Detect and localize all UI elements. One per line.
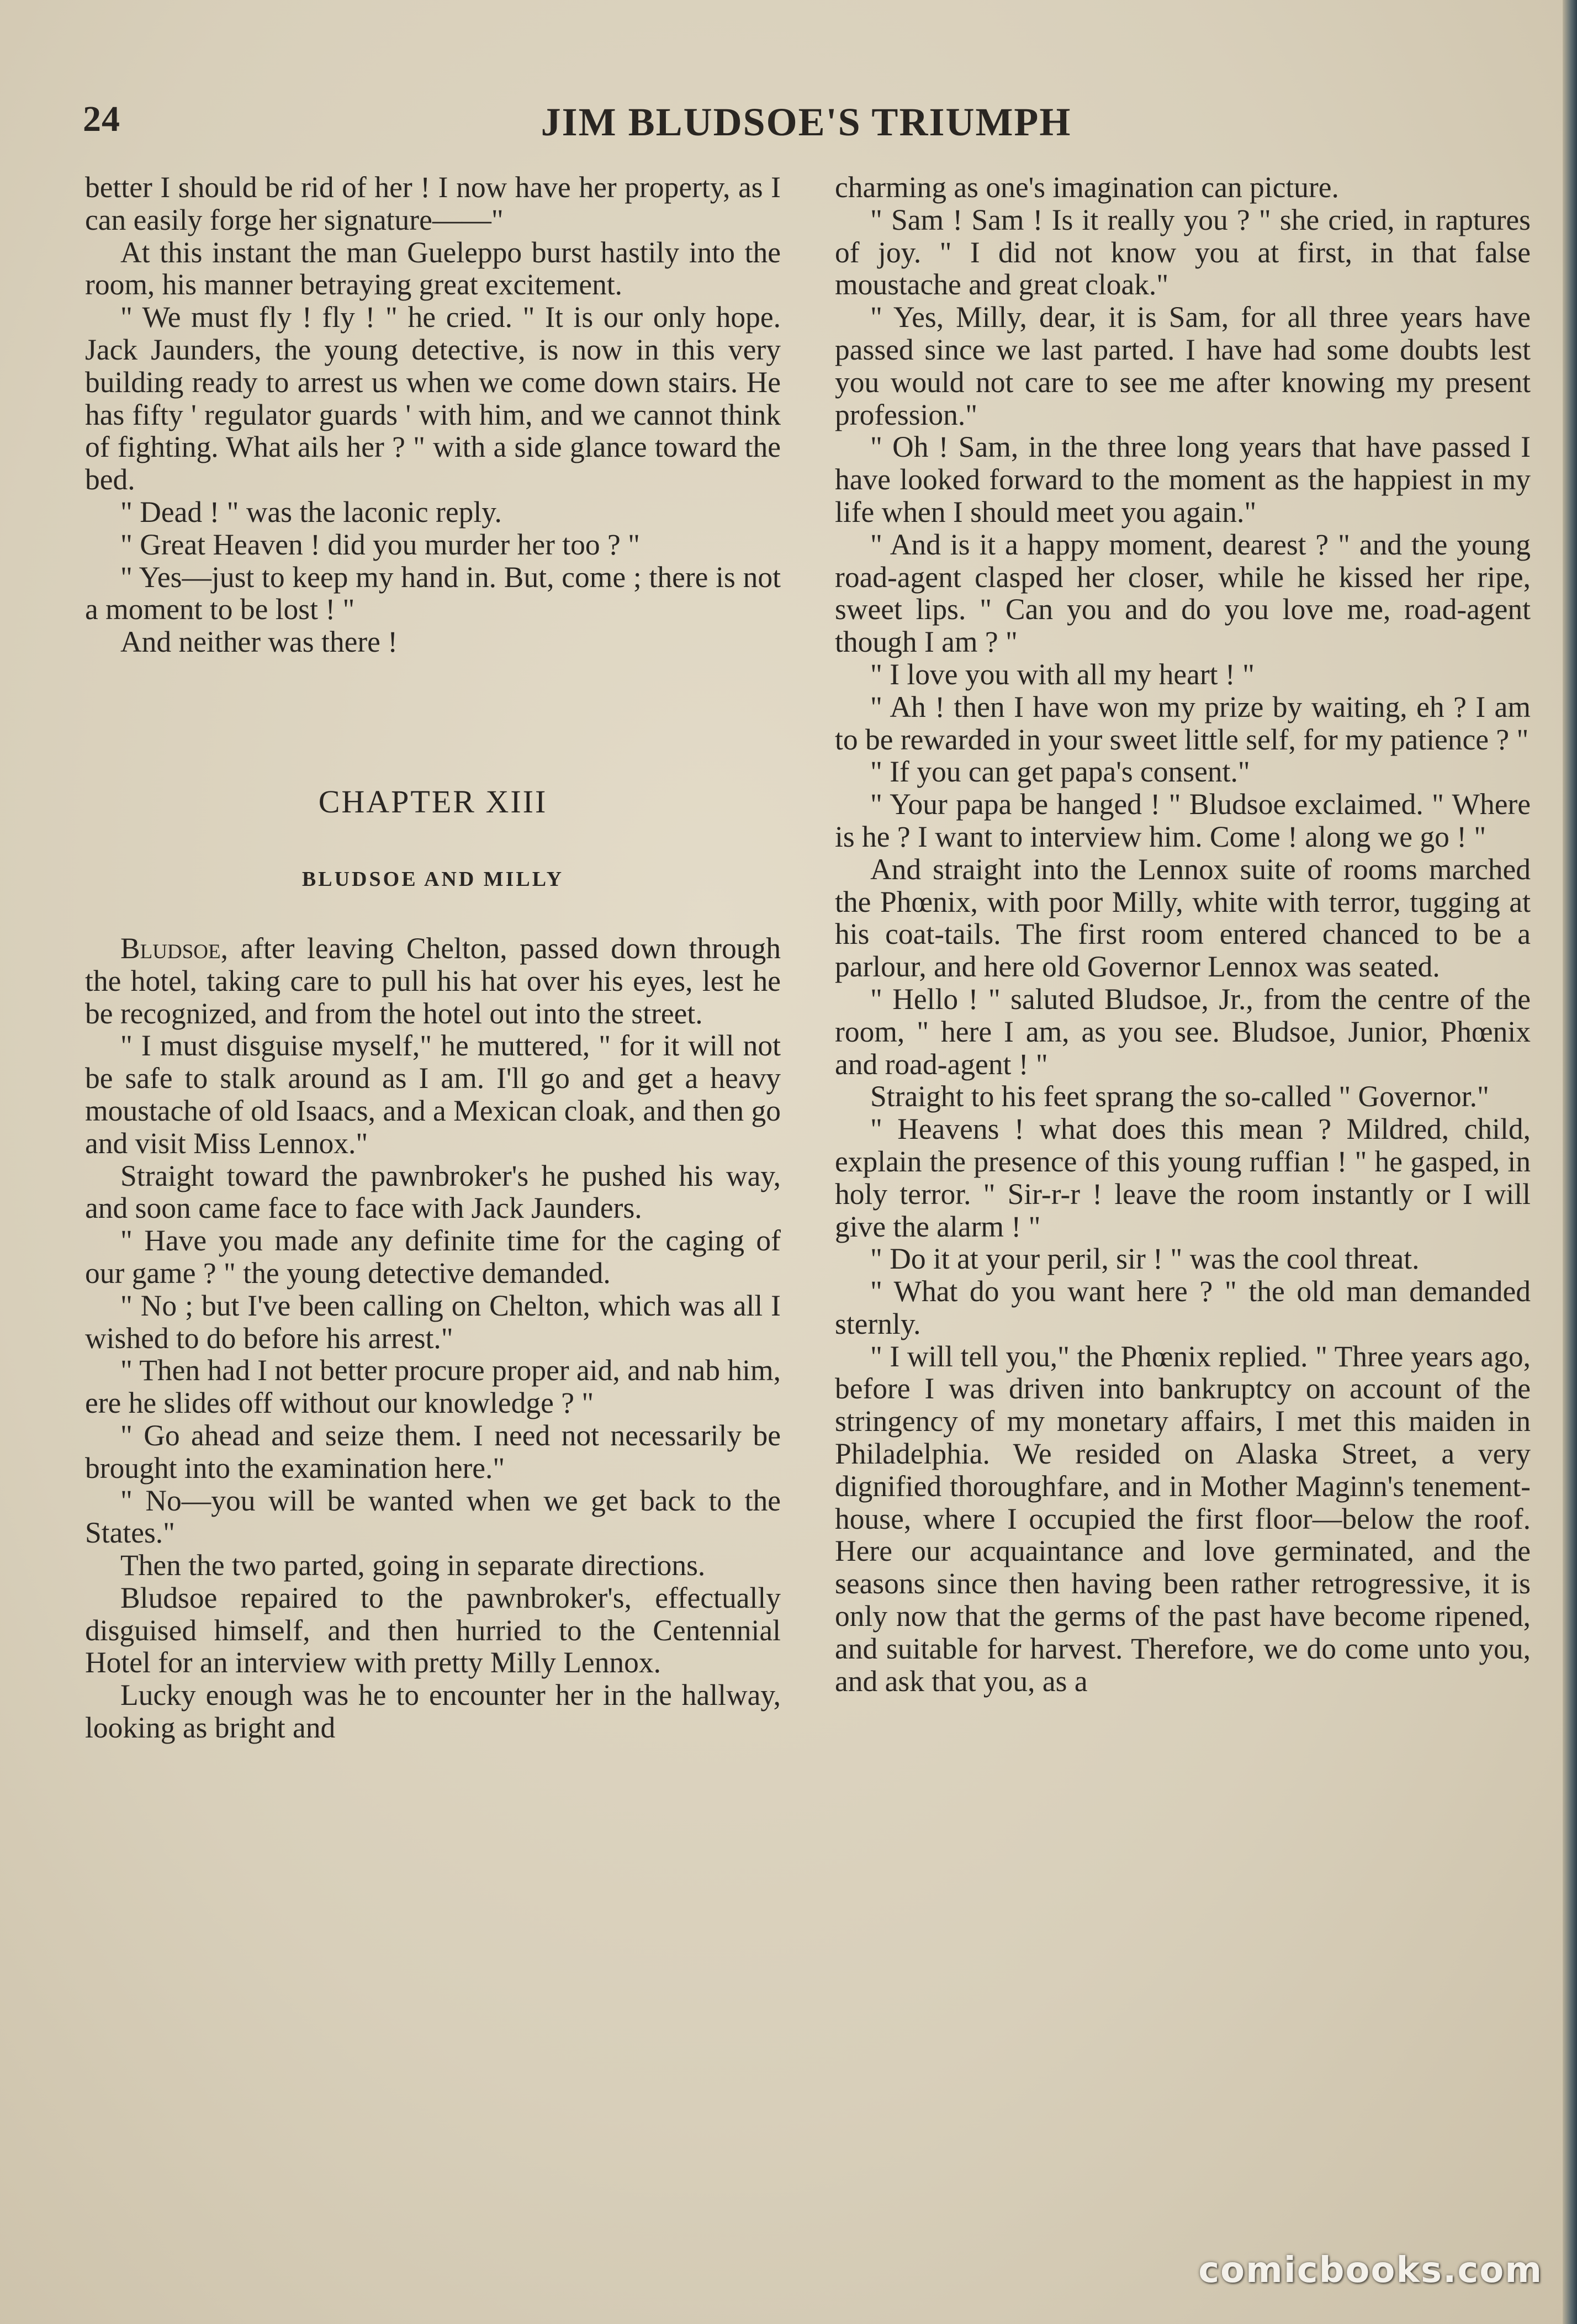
paragraph: better I should be rid of her ! I now have her property, as I can easily forge her signature——" [85, 171, 781, 236]
paragraph: " Have you made any definite time for the caging of our game ? " the young detective demanded. [85, 1224, 781, 1290]
paragraph: " Sam ! Sam ! Is it really you ? " she cried, in raptures of joy. " I did not know you at first, in that false moustache and great cloak." [835, 203, 1531, 302]
page-edge [1563, 0, 1577, 2324]
paragraph: " If you can get papa's consent." [870, 755, 1250, 789]
paragraph: " Ah ! then I have won my prize by waiting, eh ? I am to be rewarded in your sweet little self, for my patience ? " [835, 690, 1531, 756]
paragraph: Lucky enough was he to encounter her in the hallway, looking as bright and [85, 1678, 781, 1745]
paragraph: " Yes—just to keep my hand in. But, come ; there is not a moment to be lost ! " [85, 560, 781, 626]
paragraph: Then the two parted, going in separate directions. [120, 1549, 706, 1582]
paragraph: Straight toward the pawnbroker's he pushed his way, and soon came face to face with Jack Jaunders. [85, 1159, 781, 1225]
paragraph: " Dead ! " was the laconic reply. [120, 495, 502, 529]
paragraph: charming as one's imagination can picture. [835, 171, 1339, 204]
watermark: comicbooks.com [1198, 2250, 1543, 2291]
paragraph: " Your papa be hanged ! " Bludsoe exclaimed. " Where is he ? I want to interview him. Come ! along we go ! " [835, 788, 1531, 853]
paragraph: Straight to his feet sprang the so-called " Governor." [870, 1080, 1489, 1113]
paragraph: " I must disguise myself," he muttered, " for it will not be safe to stalk around as I am. I'll go and get a heavy moustache of old Isaacs, and a Mexican cloak, and then go and visit Miss Lennox." [85, 1029, 781, 1160]
left-paragraphs-after [85, 1029, 781, 1744]
running-title: JIM BLUDSOE'S TRIUMPH [541, 100, 1072, 144]
chapter-opening-paragraph [85, 932, 781, 1029]
paragraph: " I love you with all my heart ! " [870, 657, 1255, 691]
paragraph: " I will tell you," the Phœnix replied. " Three years ago, before I was driven into bankruptcy on account of the stringency of my monetary affairs, I met this maiden in Philadelphia. We resided on Alaska Street, a very dignified thoroughfare, and in Mother Maginn's tenement-house, where I occupied the first floor—below the roof. Here our acquaintance and love germinated, and the seasons since then having been rather retrogressive, it is only now that the germs of the past have become ripened, and suitable for harvest. Therefore, we do come unto you, and ask that you, as a [835, 1339, 1531, 1698]
paragraph: " No—you will be wanted when we get back to the States." [85, 1483, 781, 1550]
page-number: 24 [83, 99, 120, 139]
right-paragraphs [835, 171, 1531, 1697]
left-column [85, 171, 781, 1744]
paragraph: " Great Heaven ! did you murder her too ? " [120, 527, 640, 561]
page-header [83, 94, 1530, 149]
paragraph: " Then had I not better procure proper aid, and nab him, ere he slides off without our knowledge ? " [85, 1354, 781, 1420]
paragraph: " We must fly ! fly ! " he cried. " It is our only hope. Jack Jaunders, the young detective, is now in this very building ready to arrest us when we come down stairs. He has fifty ' regulator guards ' with him, and we cannot think of fighting. What ails her ? " with a side glance toward the bed. [85, 300, 781, 497]
opening-rest: , after leaving Chelton, passed down through the hotel, taking care to pull his hat over his eyes, lest he be recognized, and from the hotel out into the street. [85, 931, 781, 1030]
right-column [835, 171, 1531, 1697]
paragraph: Bludsoe repaired to the pawnbroker's, effectually disguised himself, and then hurried to the Centennial Hotel for an interview with pretty Milly Lennox. [85, 1581, 781, 1679]
left-paragraphs-before [85, 171, 781, 658]
paragraph: " Oh ! Sam, in the three long years that have passed I have looked forward to the moment as the happiest in my life when I should meet you again." [835, 430, 1531, 529]
chapter-subtitle: BLUDSOE AND MILLY [301, 867, 564, 891]
paragraph: At this instant the man Gueleppo burst hastily into the room, his manner betraying great excitement. [85, 235, 781, 302]
paragraph: " What do you want here ? " the old man demanded sternly. [835, 1275, 1531, 1340]
opening-word: Bludsoe [120, 931, 221, 965]
paragraph: And neither was there ! [120, 625, 398, 659]
paragraph: " No ; but I've been calling on Chelton, which was all I wished to do before his arrest." [85, 1288, 781, 1355]
chapter-heading: CHAPTER XIII [318, 783, 548, 820]
paragraph: " Yes, Milly, dear, it is Sam, for all three years have passed since we last parted. I have had some doubts lest you would not care to see me after knowing my present profession." [835, 300, 1531, 431]
paragraph: " Hello ! " saluted Bludsoe, Jr., from the centre of the room, " here I am, as you see. Bludsoe, Junior, Phœnix and road-agent ! " [835, 982, 1531, 1081]
paragraph: " Do it at your peril, sir ! " was the cool threat. [870, 1242, 1420, 1276]
paragraph: " And is it a happy moment, dearest ? " and the young road-agent clasped her closer, while he kissed her ripe, sweet lips. " Can you and do you love me, road-agent though I am ? " [835, 527, 1531, 659]
paragraph: And straight into the Lennox suite of rooms marched the Phœnix, with poor Milly, white with terror, tugging at his coat-tails. The first room entered chanced to be a parlour, and here old Governor Lennox was seated. [835, 852, 1531, 984]
paragraph: " Heavens ! what does this mean ? Mildred, child, explain the presence of this young ruffian ! " he gasped, in holy terror. " Sir-r-r ! leave the room instantly or I will give the alarm ! " [835, 1112, 1531, 1243]
paragraph: " Go ahead and seize them. I need not necessarily be brought into the examination here." [85, 1418, 781, 1485]
